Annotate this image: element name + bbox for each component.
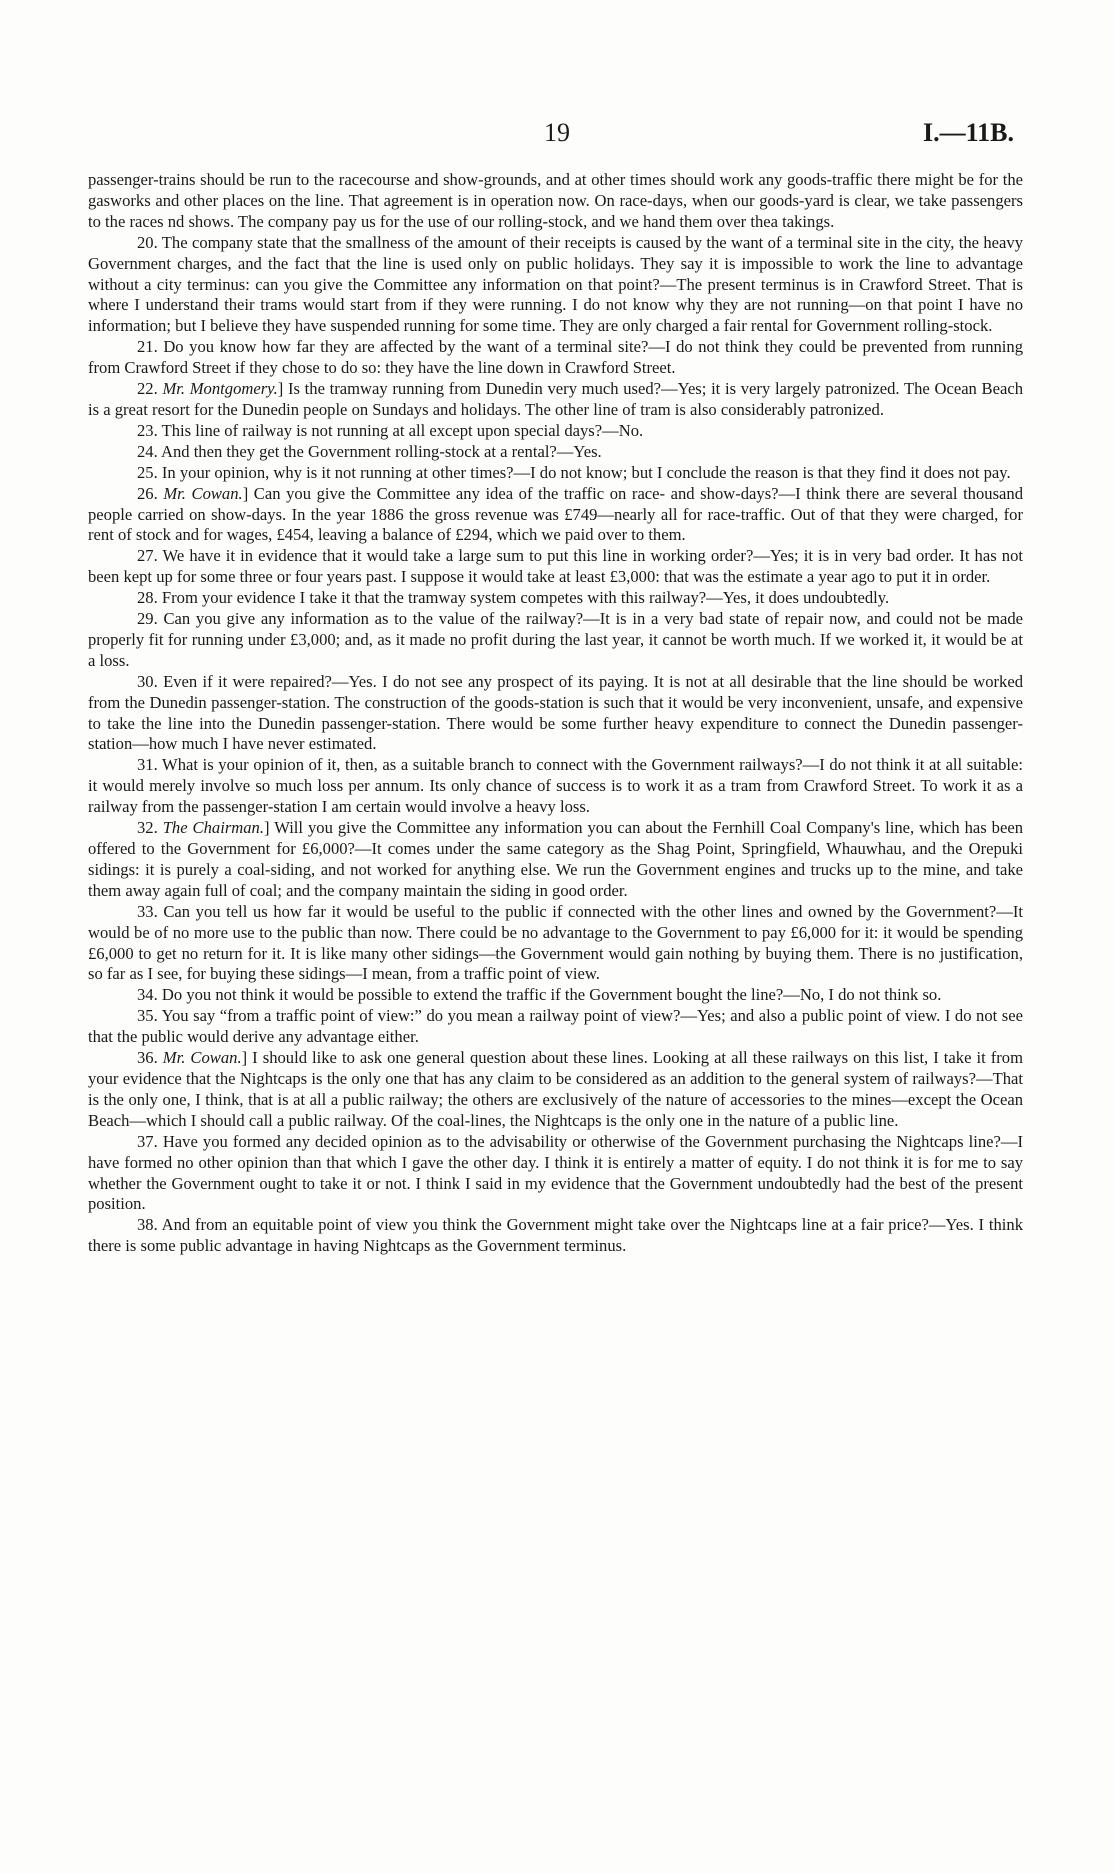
paragraph-text: 35. You say “from a traffic point of view:” do you mean a railway point of view?—Yes; and also a public point of view. I do not see that the public would derive any advantage either. xyxy=(88,1006,1023,1047)
question-23 xyxy=(88,421,1023,442)
page-number: 19 xyxy=(544,118,570,147)
question-number: 26. xyxy=(137,483,164,503)
paragraph-text: 37. Have you formed any decided opinion as to the advisability or otherwise of the Government purchasing the Nightcaps line?—I have formed no other opinion than that which I gave the other day. I think it is entirely a matter of equity. I do not think it is for me to say whether the Government ought to take it or not. I think I said in my evidence that the Government undoubtedly had the best of the present position. xyxy=(88,1131,1023,1214)
question-22 xyxy=(88,379,1023,421)
paragraph-text: 33. Can you tell us how far it would be useful to the public if connected with the other lines and owned by the Government?—It would be of no more use to the public than now. There could be no advantage to the Government to pay £6,000 for it: it would be spending £6,000 to get no return for it. It is like many other sidings—the Government would gain nothing by buying them. There is no justification, so far as I see, for buying these sidings—I mean, from a traffic point of view. xyxy=(88,901,1023,984)
paragraph-text: 28. From your evidence I take it that the tramway system competes with this railway?—Yes, it does undoubtedly. xyxy=(137,588,890,608)
paragraph-text: 20. The company state that the smallness of the amount of their receipts is caused by the want of a terminal site in the city, the heavy Government charges, and the fact that the line is used only on public holidays. They say it is impossible to work the line to advantage without a city terminus: can you give the Committee any information on that point?—The present terminus is in Crawford Street. That is where I understand their trams would start from if they were running. I do not know why they are not running—on that point I have no information; but I believe they have suspended running for some time. They are only charged a fair rental for Government rolling-stock. xyxy=(88,232,1023,336)
page-header xyxy=(0,118,1114,158)
question-32 xyxy=(88,818,1023,902)
paragraph-text: passenger-trains should be run to the racecourse and show-grounds, and at other times should work any goods-traffic there might be for the gasworks and other places on the line. That agreement is in operation now. On race-days, when our goods-yard is clear, we take passengers to the races nd shows. The company pay us for the use of our rolling-stock, and we hand them over thea takings. xyxy=(88,170,1023,231)
paragraph-text: 31. What is your opinion of it, then, as a suitable branch to connect with the Government railways?—I do not think it at all suitable: it would merely involve so much loss per annum. Its only chance of success is to work it as a tram from Crawford Street. To work it as a railway from the passenger-station I am certain would involve a heavy loss. xyxy=(88,755,1023,817)
question-28 xyxy=(88,588,1023,609)
paragraph-text: 30. Even if it were repaired?—Yes. I do not see any prospect of its paying. It is not at all desirable that the line should be worked from the Dunedin passenger-station. The construction of the goods-station is such that it would be very inconvenient, unsafe, and expensive to take the line into the Dunedin passenger-station. There would be some further heavy expenditure to connect the Dunedin passenger-station—how much I have never estimated. xyxy=(88,671,1023,754)
paragraph-text: 23. This line of railway is not running at all except upon special days?—No. xyxy=(137,420,644,440)
paragraph-text: 25. In your opinion, why is it not running at other times?—I do not know; but I conclude the reason is that they find it does not pay. xyxy=(137,462,1011,482)
question-35 xyxy=(88,1006,1023,1048)
evidence-text xyxy=(88,170,1023,1257)
question-number: 22. xyxy=(137,379,163,399)
paragraph-text: 29. Can you give any information as to the value of the railway?—It is in a very bad state of repair now, and could not be made properly fit for running under £3,000; and, as it made no profit during the last year, it cannot be worth much. If we worked it, it would be at a loss. xyxy=(88,609,1023,670)
paragraph-text: 24. And then they get the Government rolling-stock at a rental?—Yes. xyxy=(137,441,602,461)
question-27 xyxy=(88,546,1023,588)
paragraph-text: 38. And from an equitable point of view you think the Government might take over the Nightcaps line at a fair price?—Yes. I think there is some public advantage in having Nightcaps as the Government terminus. xyxy=(88,1215,1023,1256)
question-26 xyxy=(88,484,1023,547)
question-36 xyxy=(88,1048,1023,1132)
question-33 xyxy=(88,902,1023,986)
question-30 xyxy=(88,672,1023,756)
question-38 xyxy=(88,1215,1023,1257)
question-24 xyxy=(88,442,1023,463)
question-25 xyxy=(88,463,1023,484)
paragraph-text: 34. Do you not think it would be possible to extend the traffic if the Government bought the line?—No, I do not think so. xyxy=(137,985,942,1005)
question-34 xyxy=(88,985,1023,1006)
speaker-name: The Chairman. xyxy=(162,818,265,838)
question-37 xyxy=(88,1132,1023,1216)
speaker-name: Mr. Montgomery. xyxy=(162,379,278,399)
question-31 xyxy=(88,755,1023,818)
speaker-name: Mr. Cowan. xyxy=(163,483,243,503)
paragraph-text: ] Is the tramway running from Dunedin very much used?—Yes; it is very largely patronized. The Ocean Beach is a great resort for the Dunedin people on Sundays and holidays. The other line of tram is also considerably patronized. xyxy=(88,379,1024,419)
paragraph-text: 21. Do you know how far they are affected by the want of a terminal site?—I do not think they could be prevented from running from Crawford Street if they chose to do so: they have the line down in Crawford Street. xyxy=(88,337,1023,378)
document-reference: I.—11B. xyxy=(922,118,1014,147)
question-20 xyxy=(88,233,1023,338)
question-number: 32. xyxy=(137,818,163,838)
question-21 xyxy=(88,337,1023,379)
question-29 xyxy=(88,609,1023,672)
paragraph-text: ] Can you give the Committee any idea of the traffic on race- and show-days?—I think there are several thousand people carried on show-days. In the year 1886 the gross revenue was £749—nearly all for race-traffic. Out of that they were charged, for rent of stock and for wages, £454, leaving a balance of £294, which we paid over to them. xyxy=(88,483,1023,545)
paragraph-text: ] Will you give the Committee any information you can about the Fernhill Coal Company's line, which has been offered to the Government for £6,000?—It comes under the same category as the Shag Point, Springfield, Whauwhau, and the Orepuki sidings: it is purely a coal-siding, and not worked for anything else. We run the Government engines and trucks up to the mine, and take them away again full of coal; and the company maintain the siding in good order. xyxy=(88,818,1023,900)
question-number: 36. xyxy=(137,1048,163,1068)
speaker-name: Mr. Cowan. xyxy=(162,1048,242,1068)
paragraph-continuation xyxy=(88,170,1023,233)
paragraph-text: 27. We have it in evidence that it would take a large sum to put this line in working order?—Yes; it is in very bad order. It has not been kept up for some three or four years past. I suppose it would take at least £3,000: that was the estimate a year ago to put it in order. xyxy=(88,546,1023,587)
paragraph-text: ] I should like to ask one general question about these lines. Looking at all these railways on this list, I take it from your evidence that the Nightcaps is the only one that has any claim to be considered as an addition to the general system of railways?—That is the only one, I think, that is at all a public railway; the others are exclusively of the nature of accessories to the mines—except the Ocean Beach—which I should call a public railway. Of the coal-lines, the Nightcaps is the only one in the nature of a public line. xyxy=(88,1048,1024,1130)
